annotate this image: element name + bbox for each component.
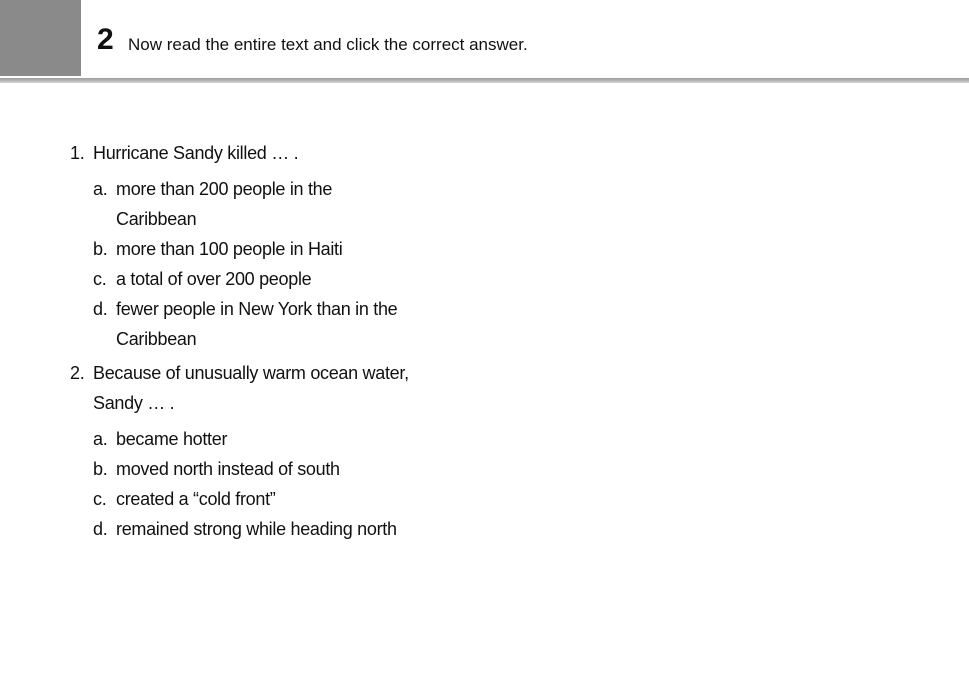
question-1-option-a[interactable]	[93, 174, 411, 234]
question-1-option-b[interactable]	[93, 234, 411, 264]
question-list	[70, 138, 430, 548]
question-2-option-c[interactable]	[93, 484, 411, 514]
header-gray-block	[0, 0, 81, 76]
activity-header	[0, 0, 969, 78]
option-text: remained strong while heading north	[116, 519, 397, 539]
option-letter: a.	[93, 429, 108, 449]
option-letter: c.	[93, 269, 107, 289]
question-2	[70, 358, 430, 544]
question-1-stem	[70, 138, 410, 168]
question-1	[70, 138, 430, 354]
option-letter: c.	[93, 489, 107, 509]
question-1-option-c[interactable]	[93, 264, 411, 294]
step-number: 2	[97, 23, 114, 56]
question-1-text: Hurricane Sandy killed … .	[93, 143, 299, 163]
option-text: created a “cold front”	[116, 489, 276, 509]
question-1-option-d[interactable]	[93, 294, 411, 354]
option-text: moved north instead of south	[116, 459, 340, 479]
option-letter: b.	[93, 459, 108, 479]
option-letter: b.	[93, 239, 108, 259]
header-divider	[0, 78, 969, 83]
question-1-number: 1.	[70, 143, 85, 163]
instruction-text: Now read the entire text and click the correct answer.	[128, 35, 528, 54]
option-letter: d.	[93, 519, 108, 539]
option-letter: a.	[93, 179, 108, 199]
option-text: more than 200 people in the Caribbean	[116, 179, 333, 229]
option-text: fewer people in New York than in the Caribbean	[116, 299, 398, 349]
question-2-stem	[70, 358, 410, 418]
question-2-number: 2.	[70, 363, 85, 383]
question-2-options	[70, 424, 430, 544]
question-2-option-d[interactable]	[93, 514, 411, 544]
question-2-option-b[interactable]	[93, 454, 411, 484]
option-text: more than 100 people in Haiti	[116, 239, 343, 259]
question-2-text: Because of unusually warm ocean water, Sandy … .	[93, 363, 409, 413]
option-text: became hotter	[116, 429, 228, 449]
question-1-options	[70, 174, 430, 354]
question-2-option-a[interactable]	[93, 424, 411, 454]
option-text: a total of over 200 people	[116, 269, 312, 289]
option-letter: d.	[93, 299, 108, 319]
